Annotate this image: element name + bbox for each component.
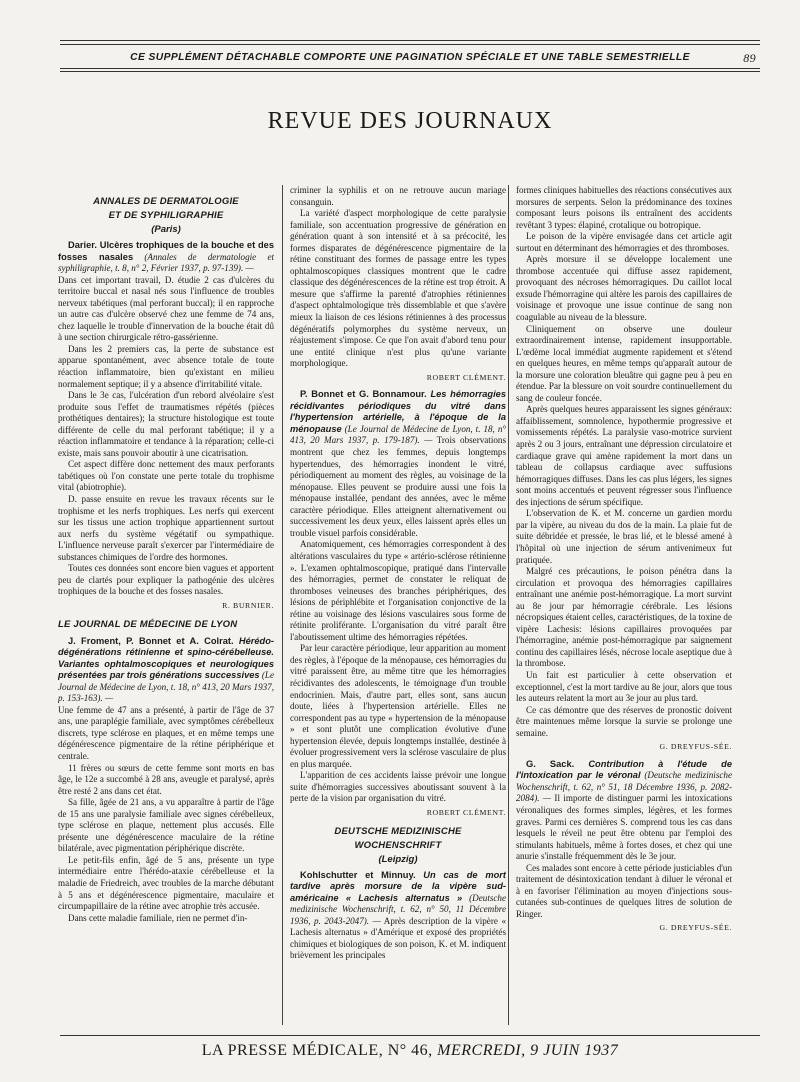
article-paragraph: Dans le 3e cas, l'ulcération d'un rebord alvéolaire s'est produite sous l'effet de traumatismes répétés (pièces prothétiques dentaires); la structure histologique est toute différente de celle du mal perforant tabétique; il y a réaction inflammatoire et tendance à la réparation; celle-ci existe, mais sans pouvoir aboutir à une cicatrisation.	[58, 390, 274, 458]
article-paragraph: Dans les 2 premiers cas, la perte de substance est apparue spontanément, avec absence totale de toute réaction inflammatoire, bien qu'existant en milieu normalement septique; il y a absence d'irritabilité vitale.	[58, 343, 274, 389]
section-city: (Leipzig)	[378, 853, 418, 865]
article-paragraph: Cliniquement on observe une douleur extraordinairement intense, rapidement insupportable. L'œdème local immédiat augmente rapidement et s'étend en quelques heures, en même temps qu'apparaît autour de la morsure une coloration bleuâtre qui gagne peu à peu en étendue. Par la blessure on voit sourdre continuellement du sang de couleur foncée.	[516, 323, 732, 403]
article-paragraph: Malgré ces précautions, le poison pénétra dans la circulation et provoqua des hémorragies capillaires entraînant une anémie post-hémorragique. La mort survint au 8e jour par hémorragie cérébrale. Les lésions nécropsiques étaient celles, caractéristiques, de la toxine de vipère Lachesis: lésions capillaires provoquées par l'hémorragine, anémie post-hémorragique par saignement continu des capillaires lésés, nécrose locale aseptique due à la thrombose.	[516, 566, 732, 669]
section-heading: DEUTSCHE MEDIZINISCHE	[334, 825, 462, 837]
article-paragraph: Cet aspect diffère donc nettement des maux perforants tabétiques où l'on constate une perte totale du trophisme vital (abiotrophie).	[58, 459, 274, 493]
article-paragraph: Par leur caractère périodique, leur apparition au moment des règles, à l'époque de la ménopause, ces hémorragies du vitré paraissent être, au même titre que les hémorragies récidivantes des adolescents, le témoignage d'un trouble endocrinien. Mais, d'autre part, elles sont, sans aucun doute, liées à l'hypertension artérielle. Elles ne correspondent pas au type « hypertension de la ménopause » et sont plutôt une complication évolutive d'une hypertension élevée, depuis longtemps installée, destinée à évoluer progressivement vers la sclérose vasculaire de plus en plus marquée.	[290, 643, 506, 769]
article-paragraph: Ces malades sont encore à cette période justiciables d'un traitement de désintoxication tendant à diluer le véronal et à en favoriser l'élimination au moyen d'injections sous-cutanées sub-continues de quelques litres de solution de Ringer.	[516, 862, 732, 919]
article-paragraph: Sa fille, âgée de 21 ans, a vu apparaître à partir de l'âge de 15 ans une paralysie familiale avec signes cérébelleux, type sclérose en plaque, nettement plus accusés. Elle présente une dégénérescence maculaire de la rétine bilatérale, avec pigmentation périphérique discrète.	[58, 797, 274, 854]
section-heading: ANNALES DE DERMATOLOGIE	[93, 196, 239, 207]
article-signature: G. DREYFUS-SÉE.	[659, 742, 732, 752]
page-footer	[60, 1042, 760, 1060]
article-signature: G. DREYFUS-SÉE.	[659, 923, 732, 933]
article-paragraph: Une femme de 47 ans a présenté, à partir de l'âge de 37 ans, une paraplégie familiale, avec symptômes cérébelleux discrets, type sclérose en plaques, et en même temps une dégénérescence pigmentaire de la rétine périphérique et centrale.	[58, 704, 274, 761]
article-signature: R. BURNIER.	[222, 600, 274, 610]
article-signature: ROBERT CLÉMENT.	[426, 807, 506, 817]
article-paragraph: L'observation de K. et M. concerne un gardien mordu par la vipère, au niveau du dos de la main. La plaie fut de suite débridée et pressée, le bras lié, et le blessé amené à l'hôpital où une injection de sérum antivenimeux fut pratiquée.	[516, 508, 732, 565]
section-heading: ET DE SYPHILIGRAPHIE	[108, 210, 224, 221]
section-heading: LE JOURNAL DE MÉDECINE DE LYON	[58, 618, 238, 630]
article-paragraph: 11 frères ou sœurs de cette femme sont morts en bas âge, le 12e a succombé à 28 ans, aveugle et paralysé, après être resté 2 ans dans cet état.	[58, 762, 274, 796]
article-paragraph: D. passe ensuite en revue les travaux récents sur le trophisme et les nerfs trophiques. Les nerfs qui exercent sur les tissus une action trophique appartiennent surtout aux nerfs du système végétatif ou sympathique. L'influence nerveuse paraît s'exercer par l'intermédiaire de substances chimiques de l'ordre des hormones.	[58, 494, 274, 562]
top-rule-thin	[60, 44, 760, 45]
article-paragraph: Le petit-fils enfin, âgé de 5 ans, présente un type intermédiaire entre l'hérédo-ataxie cérébelleuse et la maladie de Friedreich, avec troubles de la marche débutant à 5 ans et dégénérescence pigmentaire, maculaire et circumpapillaire de la rétine avec atrophie très accusée.	[58, 854, 274, 912]
article-paragraph: La variété d'aspect morphologique de cette paralysie familiale, son accentuation progressive de génération en génération quant à son intensité et à sa précocité, les formes disparates de dégénérescence pigmentaire de la rétine constituant des formes de passage entre les types ophtalmoscopiques classiques montrent que le cadre classique des dégénérescences de la rétine est trop étroit. A mesure que s'affirme la parenté d'atrophies rétiniennes d'aspect ophtalmologique très dissemblable et que s'avère mieux la liaison de ces lésions rétiniennes à des processus dégénératifs polymorphes du système nerveux, un réajustement s'impose. Ce que l'on avait d'abord tenu pour une entité clinique n'est plus qu'une variante morphologique.	[290, 208, 506, 369]
article-paragraph: P. Bonnet et G. Bonnamour. Les hémorragies récidivantes périodiques du vitré dans l'hypertension artérielle, à l'époque de la ménopause (Le Journal de Médecine de Lyon, t. 18, n° 413, 20 Mars 1937, p. 179-187). — Trois observations montrent que chez les femmes, depuis longtemps hypertendues, des hémorragies inondent le vitré, périodiquement au moment des règles, au voisinage de la ménopause. Elles peuvent se produire aussi une fois la ménopause installée, pendant des années, avec le même caractère périodique. Elles atteignent alternativement ou successivement les deux yeux, elles laissent après elles un trouble visuel parfois considérable.	[290, 389, 506, 538]
column-3	[516, 185, 732, 1025]
article-paragraph: J. Froment, P. Bonnet et A. Colrat. Hérédo-dégénérations rétinienne et spino-cérébelleuse. Variantes ophtalmoscopiques et neurologiques présentées par trois générations successives (Le Journal de Médecine de Lyon, t. 18, n° 413, 20 Mars 1937, p. 153-163). —	[58, 635, 274, 704]
footer-rule	[60, 1035, 760, 1036]
footer-date: 9 JUIN 1937	[530, 1042, 619, 1059]
article-paragraph: Kohlschutter et Minnuy. Un cas de mort tardive après morsure de la vipère sud-américaine « Lachesis alternatus » (Deutsche medizinische Wochenschrift, t. 62, n° 50, 11 Décembre 1936, p. 2043-2047). — Après description de la vipère « Lachesis alternatus » d'Amérique et exposé des propriétés chimiques et biologiques de son poison, K. et M. indiquent brièvement les principales	[290, 869, 506, 961]
article-paragraph: G. Sack. Contribution à l'étude de l'intoxication par le véronal (Deutsche medizinische Wochenschrift, t. 62, n° 51, 18 Décembre 1936, p. 2082-2084). — Il importe de distinguer parmi les intoxications véronaliques des formes simples, légères, et les formes graves. Parmi ces dernières S. comprend tous les cas dans lesquels le réveil ne peut être obtenu par l'emploi des stimulants habituels, même à fortes doses, et chez qui une anurie s'installe fréquemment dès le 3e jour.	[516, 758, 732, 862]
article-paragraph: Un fait est particulier à cette observation et exceptionnel, c'est la mort tardive au 8e jour, alors que tous les auteurs relatent la mort au 3e jour au plus tard.	[516, 669, 732, 704]
article-paragraph: formes cliniques habituelles des réactions consécutives aux morsures de serpents. Selon la prédominance des toxines composant leurs poisons ils entraînent des accidents revêtant 3 types: élapiné, crotalique ou botropique.	[516, 185, 732, 230]
article-paragraph: Anatomiquement, ces hémorragies correspondent à des altérations vasculaires du type « artério-sclérose rétinienne ». L'examen ophtalmoscopique, pratiqué dans l'intervalle des hémorragies, permet de constater le reliquat de thromboses veineuses des branches périphériques, des lésions de périphlébite et l'organisation conjonctive de la rétine au voisinage des lésions vasculaires sous forme de rétinite proliférante. L'organisation du vitré paraît être l'aboutissement ultime des hémorragies répétées.	[290, 539, 506, 642]
article-signature: ROBERT CLÉMENT.	[426, 372, 506, 382]
article-paragraph: Après morsure il se développe localement une thrombose accentuée qui diffuse assez rapidement, provoquant des nécroses hémorragiques. Du caillot local exsude l'hémorragine qui altère les parois des capillaires de voisinage et provoque une issue continue de sang non coagulable au niveau de la blessure.	[516, 254, 732, 323]
article-paragraph: criminer la syphilis et on ne retrouve aucun mariage consanguin.	[290, 185, 506, 207]
column-1	[58, 185, 274, 1025]
column-divider-2	[508, 185, 509, 1025]
article-paragraph: Dans cet important travail, D. étudie 2 cas d'ulcères du territoire buccal et nasal nés sous l'influence de troubles nerveux tabétiques (mal perforant buccal); il en rapproche un autre cas d'ulcère observé chez une femme de 74 ans, chez laquelle le trouble d'innervation de la bouche était dû à une section chirurgicale rétro-gassérienne.	[58, 274, 274, 343]
page-number: 89	[743, 51, 756, 65]
column-2	[290, 185, 506, 1025]
article-paragraph: Dans cette maladie familiale, rien ne permet d'in-	[68, 912, 248, 923]
header-rule-thin	[60, 71, 760, 72]
header-rule	[60, 68, 760, 69]
section-heading: WOCHENSCHRIFT	[354, 839, 442, 851]
footer-journal: LA PRESSE MÉDICALE, N° 46,	[201, 1042, 433, 1059]
column-divider-1	[282, 185, 283, 1025]
running-header	[60, 50, 760, 66]
article-paragraph: Darier. Ulcères trophiques de la bouche et des fosses nasales (Annales de dermatologie et syphiligraphie, t. 8, n° 2, Février 1937, p. 97-139). —	[58, 240, 274, 274]
article-paragraph: Toutes ces données sont encore bien vagues et apportent peu de clartés pour expliquer la pathogénie des ulcères trophiques de la bouche et des fosses nasales.	[58, 563, 274, 597]
article-paragraph: Après quelques heures apparaissent les signes généraux: affaiblissement, somnolence, hypothermie progressive et vomissements répétés. La paralysie vaso-motrice survient après 2 ou 3 jours, entraînant une dépression circulatoire et cardiaque grave qui amène rapidement la mort dans un tableau de collapsus cardiaque avec suffusions hémorragiques diffuses. Dans les cas plus légers, les signes sont moins accentués et peuvent régresser sous l'influence des injections de sérum spécifique.	[516, 404, 732, 507]
top-rule	[60, 40, 760, 41]
section-city: (Paris)	[151, 224, 181, 235]
page-title: REVUE DES JOURNAUX	[267, 108, 553, 134]
article-paragraph: Ce cas démontre que des réserves de pronostic doivent être maintenues même lorsque la survie se prolonge une semaine.	[516, 704, 732, 738]
running-title: CE SUPPLÉMENT DÉTACHABLE COMPORTE UNE PAGINATION SPÉCIALE ET UNE TABLE SEMESTRIELLE	[130, 52, 690, 63]
article-paragraph: Le poison de la vipère envisagée dans cet article agit surtout en déterminant des hémorragies et des thromboses.	[516, 231, 732, 253]
footer-day: MERCREDI,	[437, 1042, 526, 1059]
article-paragraph: L'apparition de ces accidents laisse prévoir une longue suite d'hémorragies successives aboutissant souvent à la perte de la vision par organisation du vitré.	[290, 770, 506, 804]
